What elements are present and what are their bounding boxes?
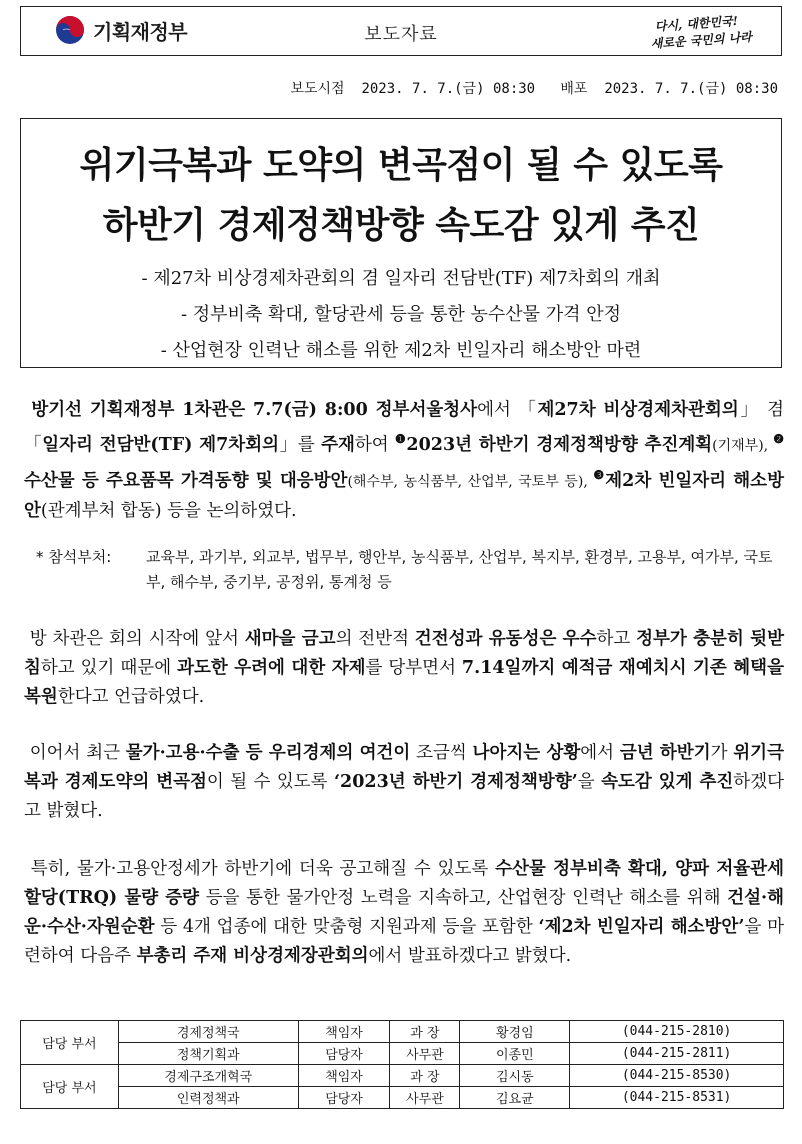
subheadline-2: - 정부비축 확대, 할당관세 등을 통한 농수산물 가격 안정 bbox=[180, 304, 622, 325]
person-name: 김요균 bbox=[460, 1087, 570, 1109]
phone-number: (044-215-2811) bbox=[570, 1043, 784, 1065]
subheadline-3: - 산업현장 인력난 해소를 위한 제2차 빈일자리 해소방안 마련 bbox=[160, 340, 642, 361]
table-row bbox=[21, 1043, 784, 1065]
attendee-note bbox=[36, 545, 786, 595]
note-label: * 참석부처: bbox=[36, 548, 112, 566]
paragraph-2: 방 차관은 회의 시작에 앞서 새마을 금고의 전반적 건전성과 유동성은 우수하고 정부가 충분히 뒷받침하고 있기 때문에 과도한 우려에 대한 자제를 당부면서 7.14일까지 예적금 재예치시 기존 혜택을 복원한다고 언급하였다. bbox=[24, 629, 784, 707]
person-name: 김시동 bbox=[460, 1065, 570, 1087]
table-row bbox=[21, 1087, 784, 1109]
distribution-time: 2023. 7. 7.(금) 08:30 bbox=[604, 81, 778, 97]
header-box bbox=[20, 6, 782, 56]
subheadline-1: - 제27차 비상경제차관회의 겸 일자리 전담반(TF) 제7차회의 개최 bbox=[141, 268, 661, 289]
dept-bureau: 경제정책국 bbox=[118, 1021, 298, 1043]
person-name: 이종민 bbox=[460, 1043, 570, 1065]
phone-number: (044-215-2810) bbox=[570, 1021, 784, 1043]
dept-division: 정책기획과 bbox=[118, 1043, 298, 1065]
position: 과 장 bbox=[390, 1065, 460, 1087]
phone-number: (044-215-8531) bbox=[570, 1087, 784, 1109]
press-time: 2023. 7. 7.(금) 08:30 bbox=[361, 81, 536, 97]
dept-division: 인력정책과 bbox=[118, 1087, 298, 1109]
position: 사무관 bbox=[390, 1043, 460, 1065]
title-box bbox=[20, 118, 782, 368]
slogan-line1: 다시, 대한민국! bbox=[654, 13, 739, 34]
phone-number: (044-215-8530) bbox=[570, 1065, 784, 1087]
slogan-line2: 새로운 국민의 나라 bbox=[650, 29, 753, 51]
dept-label: 담당 부서 bbox=[21, 1021, 119, 1065]
headline-line2: 하반기 경제정책방향 속도감 있게 추진 bbox=[102, 205, 700, 246]
release-info bbox=[290, 78, 778, 98]
headline-line1: 위기극복과 도약의 변곡점이 될 수 있도록 bbox=[79, 145, 723, 186]
slogan-calligraphy bbox=[647, 11, 767, 51]
position: 사무관 bbox=[390, 1087, 460, 1109]
table-row bbox=[21, 1021, 784, 1043]
distribution-label: 배포 bbox=[560, 81, 588, 97]
contact-table bbox=[20, 1020, 784, 1109]
logo-text: 기획재정부 bbox=[93, 19, 188, 44]
role: 담당자 bbox=[298, 1043, 390, 1065]
doc-type-label: 보도자료 bbox=[364, 24, 438, 45]
role: 책임자 bbox=[298, 1065, 390, 1087]
note-text: 교육부, 과기부, 외교부, 법무부, 행안부, 농식품부, 산업부, 복지부, 환경부, 고용부, 여가부, 국토부, 해수부, 중기부, 공정위, 통계청 등 bbox=[146, 548, 773, 591]
dept-label: 담당 부서 bbox=[21, 1065, 119, 1109]
role: 책임자 bbox=[298, 1021, 390, 1043]
position: 과 장 bbox=[390, 1021, 460, 1043]
role: 담당자 bbox=[298, 1087, 390, 1109]
person-name: 황경임 bbox=[460, 1021, 570, 1043]
paragraph-1: 방기선 기획재정부 1차관은 7.7(금) 8:00 정부서울청사에서 「제27차 비상경제차관회의」 겸 「일자리 전담반(TF) 제7차회의」를 주재하여 $^❶$2023년 하반기 경제정책방향 추진계획(기재부), $^❷$수산물 등 주요품목 가격동향 및 대응방안(해수부, 농식품부, 산업부, 국토부 등), $^❸$제2차 빈일자리 해소방안(관계부처 합동) 등을 논의하였다. bbox=[24, 400, 785, 521]
press-time-label: 보도시점 bbox=[290, 81, 345, 97]
paragraph-3: 이어서 최근 물가·고용·수출 등 우리경제의 여건이 조금씩 나아지는 상황에서 금년 하반기가 위기극복과 경제도약의 변곡점이 될 수 있도록 ‘2023년 하반기 경제정책방향’을 속도감 있게 추진하겠다고 밝혔다. bbox=[24, 743, 785, 821]
dept-bureau: 경제구조개혁국 bbox=[118, 1065, 298, 1087]
paragraph-4: 특히, 물가·고용안정세가 하반기에 더욱 공고해질 수 있도록 수산물 정부비축 확대, 양파 저율관세할당(TRQ) 물량 증량 등을 통한 물가안정 노력을 지속하고, 산업현장 인력난 해소를 위해 건설·해운·수산·자원순환 등 4개 업종에 대한 맞춤형 지원과제 등을 포함한 ‘제2차 빈일자리 해소방안’을 마련하여 다음주 부총리 주재 비상경제장관회의에서 발표하겠다고 밝혔다. bbox=[24, 859, 784, 966]
table-row bbox=[21, 1065, 784, 1087]
